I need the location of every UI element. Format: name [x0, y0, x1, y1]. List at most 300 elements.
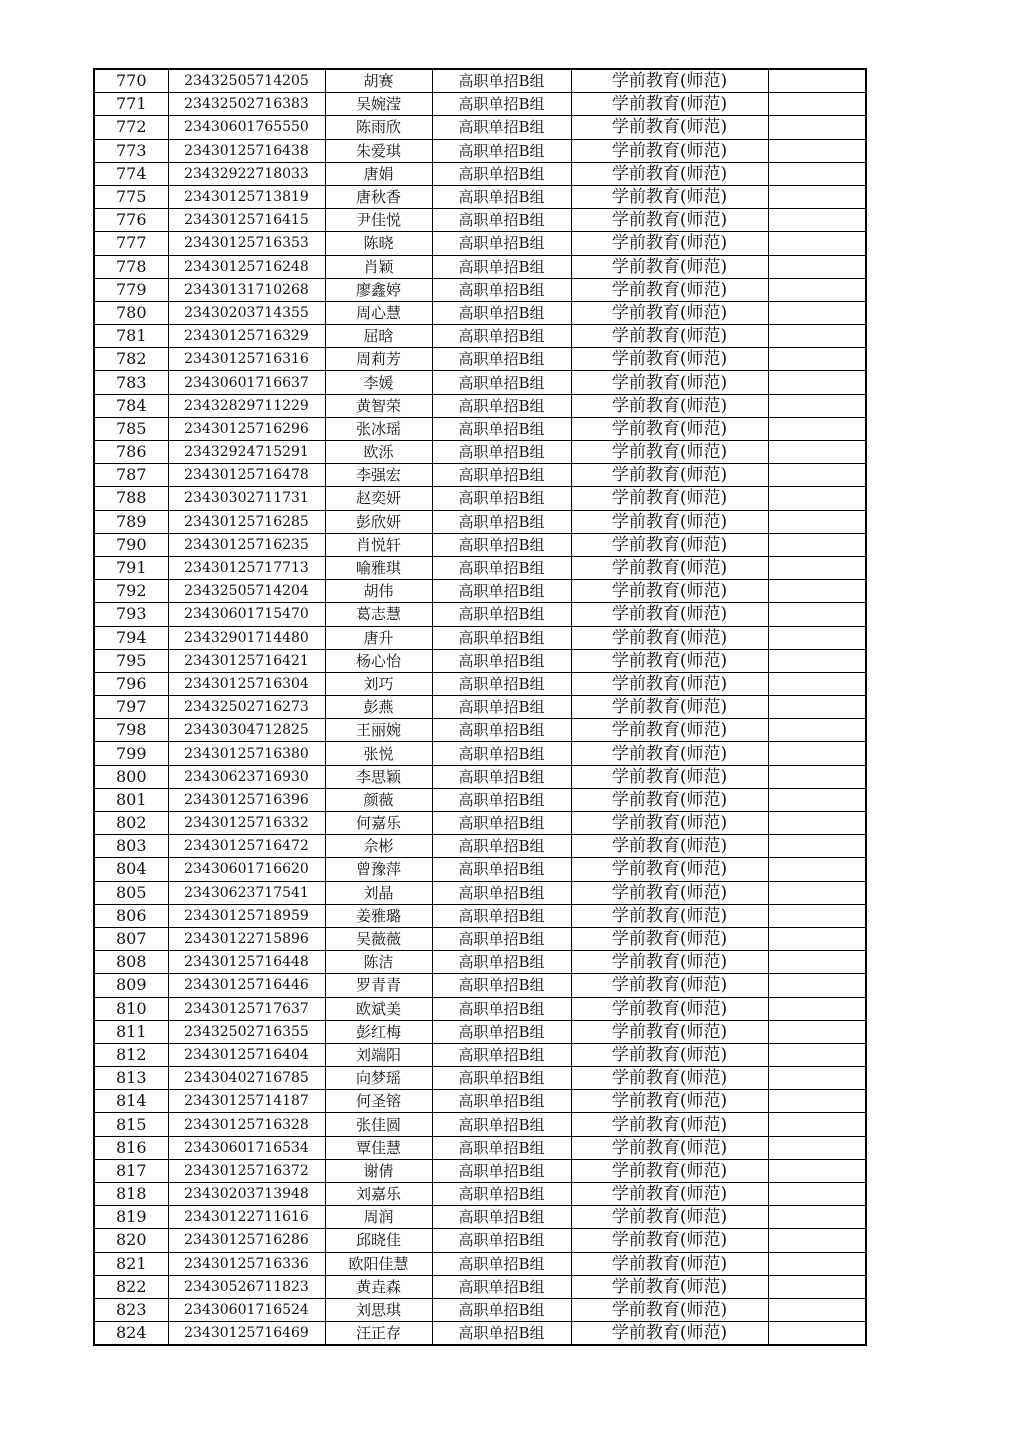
table-row [94, 742, 866, 765]
seq-cell: 794 [94, 626, 168, 649]
table-row [94, 1183, 866, 1206]
candidate-id-cell: 23430125716380 [168, 742, 325, 765]
student-name-cell: 张冰瑶 [325, 417, 432, 440]
admission-category-cell: 高职单招B组 [432, 765, 571, 788]
note-cell [768, 69, 866, 93]
note-cell [768, 209, 866, 232]
admission-category-cell: 高职单招B组 [432, 951, 571, 974]
table-row [94, 1322, 866, 1346]
student-name-cell: 欧斌美 [325, 997, 432, 1020]
major-cell: 学前教育(师范) [571, 348, 768, 371]
student-name-cell: 陈洁 [325, 951, 432, 974]
seq-cell: 817 [94, 1159, 168, 1182]
major-cell: 学前教育(师范) [571, 696, 768, 719]
admission-category-cell: 高职单招B组 [432, 417, 571, 440]
major-cell: 学前教育(师范) [571, 580, 768, 603]
major-cell: 学前教育(师范) [571, 742, 768, 765]
major-cell: 学前教育(师范) [571, 93, 768, 116]
student-name-cell: 刘巧 [325, 672, 432, 695]
candidate-id-cell: 23430125714187 [168, 1090, 325, 1113]
student-name-cell: 彭红梅 [325, 1020, 432, 1043]
table-row [94, 69, 866, 93]
table-row [94, 904, 866, 927]
major-cell: 学前教育(师范) [571, 765, 768, 788]
admission-category-cell: 高职单招B组 [432, 1020, 571, 1043]
candidate-id-cell: 23430125716336 [168, 1252, 325, 1275]
student-name-cell: 王丽婉 [325, 719, 432, 742]
major-cell: 学前教育(师范) [571, 510, 768, 533]
note-cell [768, 441, 866, 464]
student-name-cell: 屈晗 [325, 325, 432, 348]
seq-cell: 821 [94, 1252, 168, 1275]
seq-cell: 798 [94, 719, 168, 742]
seq-cell: 776 [94, 209, 168, 232]
major-cell: 学前教育(师范) [571, 255, 768, 278]
candidate-id-cell: 23432505714205 [168, 69, 325, 93]
seq-cell: 800 [94, 765, 168, 788]
table-row [94, 116, 866, 139]
candidate-id-cell: 23430623717541 [168, 881, 325, 904]
candidate-id-cell: 23430402716785 [168, 1067, 325, 1090]
candidate-id-cell: 23430601716620 [168, 858, 325, 881]
table-row [94, 533, 866, 556]
note-cell [768, 533, 866, 556]
major-cell: 学前教育(师范) [571, 997, 768, 1020]
student-name-cell: 欧阳佳慧 [325, 1252, 432, 1275]
student-name-cell: 黄智荣 [325, 394, 432, 417]
seq-cell: 805 [94, 881, 168, 904]
major-cell: 学前教育(师范) [571, 69, 768, 93]
candidate-id-cell: 23430601716534 [168, 1136, 325, 1159]
table-row [94, 417, 866, 440]
major-cell: 学前教育(师范) [571, 1206, 768, 1229]
major-cell: 学前教育(师范) [571, 858, 768, 881]
student-name-cell: 汪正存 [325, 1322, 432, 1346]
seq-cell: 783 [94, 371, 168, 394]
seq-cell: 824 [94, 1322, 168, 1346]
admission-category-cell: 高职单招B组 [432, 881, 571, 904]
seq-cell: 811 [94, 1020, 168, 1043]
student-name-cell: 黄垚森 [325, 1275, 432, 1298]
seq-cell: 823 [94, 1298, 168, 1321]
admission-category-cell: 高职单招B组 [432, 533, 571, 556]
note-cell [768, 1113, 866, 1136]
student-name-cell: 姜雅璐 [325, 904, 432, 927]
note-cell [768, 835, 866, 858]
seq-cell: 801 [94, 788, 168, 811]
major-cell: 学前教育(师范) [571, 232, 768, 255]
admission-category-cell: 高职单招B组 [432, 580, 571, 603]
candidate-id-cell: 23432502716355 [168, 1020, 325, 1043]
admission-category-cell: 高职单招B组 [432, 255, 571, 278]
major-cell: 学前教育(师范) [571, 556, 768, 579]
admission-category-cell: 高职单招B组 [432, 325, 571, 348]
candidate-id-cell: 23430122711616 [168, 1206, 325, 1229]
note-cell [768, 348, 866, 371]
seq-cell: 818 [94, 1183, 168, 1206]
student-name-cell: 刘思琪 [325, 1298, 432, 1321]
candidate-id-cell: 23430203713948 [168, 1183, 325, 1206]
student-name-cell: 刘晶 [325, 881, 432, 904]
major-cell: 学前教育(师范) [571, 162, 768, 185]
note-cell [768, 1183, 866, 1206]
major-cell: 学前教育(师范) [571, 719, 768, 742]
table-row [94, 881, 866, 904]
seq-cell: 797 [94, 696, 168, 719]
major-cell: 学前教育(师范) [571, 1183, 768, 1206]
admission-category-cell: 高职单招B组 [432, 1136, 571, 1159]
candidate-id-cell: 23430125717637 [168, 997, 325, 1020]
admission-category-cell: 高职单招B组 [432, 1090, 571, 1113]
major-cell: 学前教育(师范) [571, 812, 768, 835]
candidate-id-cell: 23432922718033 [168, 162, 325, 185]
seq-cell: 772 [94, 116, 168, 139]
major-cell: 学前教育(师范) [571, 649, 768, 672]
admission-category-cell: 高职单招B组 [432, 556, 571, 579]
student-name-cell: 赵奕妍 [325, 487, 432, 510]
candidate-id-cell: 23430125716396 [168, 788, 325, 811]
seq-cell: 770 [94, 69, 168, 93]
admission-category-cell: 高职单招B组 [432, 835, 571, 858]
note-cell [768, 1252, 866, 1275]
seq-cell: 810 [94, 997, 168, 1020]
candidate-id-cell: 23430526711823 [168, 1275, 325, 1298]
major-cell: 学前教育(师范) [571, 881, 768, 904]
note-cell [768, 603, 866, 626]
note-cell [768, 139, 866, 162]
admission-category-cell: 高职单招B组 [432, 1298, 571, 1321]
candidate-id-cell: 23430601765550 [168, 116, 325, 139]
major-cell: 学前教育(师范) [571, 464, 768, 487]
admission-category-cell: 高职单招B组 [432, 464, 571, 487]
admission-category-cell: 高职单招B组 [432, 742, 571, 765]
candidate-id-cell: 23432829711229 [168, 394, 325, 417]
major-cell: 学前教育(师范) [571, 301, 768, 324]
major-cell: 学前教育(师范) [571, 1113, 768, 1136]
note-cell [768, 417, 866, 440]
candidate-id-cell: 23432924715291 [168, 441, 325, 464]
table-row [94, 974, 866, 997]
note-cell [768, 1067, 866, 1090]
student-name-cell: 李媛 [325, 371, 432, 394]
note-cell [768, 904, 866, 927]
table-row [94, 278, 866, 301]
seq-cell: 787 [94, 464, 168, 487]
note-cell [768, 1229, 866, 1252]
major-cell: 学前教育(师范) [571, 788, 768, 811]
admission-category-cell: 高职单招B组 [432, 301, 571, 324]
note-cell [768, 951, 866, 974]
seq-cell: 771 [94, 93, 168, 116]
seq-cell: 809 [94, 974, 168, 997]
note-cell [768, 858, 866, 881]
candidate-id-cell: 23430125716472 [168, 835, 325, 858]
major-cell: 学前教育(师范) [571, 1043, 768, 1066]
seq-cell: 777 [94, 232, 168, 255]
student-name-cell: 曾豫萍 [325, 858, 432, 881]
student-name-cell: 覃佳慧 [325, 1136, 432, 1159]
seq-cell: 778 [94, 255, 168, 278]
candidate-id-cell: 23430131710268 [168, 278, 325, 301]
table-row [94, 139, 866, 162]
seq-cell: 804 [94, 858, 168, 881]
seq-cell: 774 [94, 162, 168, 185]
admission-category-cell: 高职单招B组 [432, 974, 571, 997]
major-cell: 学前教育(师范) [571, 1275, 768, 1298]
admission-category-cell: 高职单招B组 [432, 139, 571, 162]
major-cell: 学前教育(师范) [571, 209, 768, 232]
seq-cell: 775 [94, 185, 168, 208]
major-cell: 学前教育(师范) [571, 1159, 768, 1182]
note-cell [768, 1136, 866, 1159]
candidate-id-cell: 23430125716329 [168, 325, 325, 348]
table-row [94, 997, 866, 1020]
table-row [94, 951, 866, 974]
note-cell [768, 185, 866, 208]
major-cell: 学前教育(师范) [571, 487, 768, 510]
major-cell: 学前教育(师范) [571, 441, 768, 464]
admission-category-cell: 高职单招B组 [432, 348, 571, 371]
candidate-id-cell: 23430125716421 [168, 649, 325, 672]
major-cell: 学前教育(师范) [571, 1322, 768, 1346]
note-cell [768, 1298, 866, 1321]
seq-cell: 806 [94, 904, 168, 927]
candidate-id-cell: 23430302711731 [168, 487, 325, 510]
seq-cell: 796 [94, 672, 168, 695]
table-row [94, 209, 866, 232]
major-cell: 学前教育(师范) [571, 1229, 768, 1252]
table-row [94, 1229, 866, 1252]
note-cell [768, 997, 866, 1020]
seq-cell: 814 [94, 1090, 168, 1113]
major-cell: 学前教育(师范) [571, 185, 768, 208]
table-row [94, 765, 866, 788]
table-row [94, 371, 866, 394]
candidate-id-cell: 23430125716415 [168, 209, 325, 232]
note-cell [768, 116, 866, 139]
table-row [94, 185, 866, 208]
admission-category-cell: 高职单招B组 [432, 719, 571, 742]
major-cell: 学前教育(师范) [571, 1252, 768, 1275]
candidate-id-cell: 23432505714204 [168, 580, 325, 603]
admission-category-cell: 高职单招B组 [432, 510, 571, 533]
table-row [94, 232, 866, 255]
admission-category-cell: 高职单招B组 [432, 997, 571, 1020]
candidate-id-cell: 23430623716930 [168, 765, 325, 788]
student-name-cell: 廖鑫婷 [325, 278, 432, 301]
seq-cell: 788 [94, 487, 168, 510]
candidate-id-cell: 23432502716383 [168, 93, 325, 116]
admission-category-cell: 高职单招B组 [432, 1206, 571, 1229]
major-cell: 学前教育(师范) [571, 278, 768, 301]
table-row [94, 858, 866, 881]
student-name-cell: 刘端阳 [325, 1043, 432, 1066]
seq-cell: 808 [94, 951, 168, 974]
admission-category-cell: 高职单招B组 [432, 696, 571, 719]
admission-category-cell: 高职单招B组 [432, 1183, 571, 1206]
candidate-id-cell: 23432901714480 [168, 626, 325, 649]
table-row [94, 441, 866, 464]
admission-category-cell: 高职单招B组 [432, 1322, 571, 1346]
candidate-id-cell: 23430125716248 [168, 255, 325, 278]
candidate-id-cell: 23430125716404 [168, 1043, 325, 1066]
table-row [94, 394, 866, 417]
table-row [94, 1043, 866, 1066]
student-name-cell: 张佳圆 [325, 1113, 432, 1136]
seq-cell: 822 [94, 1275, 168, 1298]
admission-category-cell: 高职单招B组 [432, 1067, 571, 1090]
note-cell [768, 325, 866, 348]
admission-category-cell: 高职单招B组 [432, 278, 571, 301]
seq-cell: 793 [94, 603, 168, 626]
table-row [94, 580, 866, 603]
admission-category-cell: 高职单招B组 [432, 904, 571, 927]
note-cell [768, 487, 866, 510]
table-row [94, 556, 866, 579]
candidate-id-cell: 23430125716235 [168, 533, 325, 556]
admission-category-cell: 高职单招B组 [432, 1159, 571, 1182]
admission-category-cell: 高职单招B组 [432, 394, 571, 417]
candidate-id-cell: 23430125716285 [168, 510, 325, 533]
admission-category-cell: 高职单招B组 [432, 788, 571, 811]
major-cell: 学前教育(师范) [571, 1090, 768, 1113]
student-name-cell: 胡伟 [325, 580, 432, 603]
candidate-id-cell: 23430125717713 [168, 556, 325, 579]
student-name-cell: 肖颖 [325, 255, 432, 278]
major-cell: 学前教育(师范) [571, 1067, 768, 1090]
student-name-cell: 向梦瑶 [325, 1067, 432, 1090]
table-row [94, 788, 866, 811]
note-cell [768, 1043, 866, 1066]
table-row [94, 464, 866, 487]
seq-cell: 781 [94, 325, 168, 348]
seq-cell: 791 [94, 556, 168, 579]
student-name-cell: 李思颖 [325, 765, 432, 788]
major-cell: 学前教育(师范) [571, 1298, 768, 1321]
note-cell [768, 1020, 866, 1043]
student-name-cell: 唐升 [325, 626, 432, 649]
note-cell [768, 301, 866, 324]
student-name-cell: 刘嘉乐 [325, 1183, 432, 1206]
candidate-id-cell: 23430125716448 [168, 951, 325, 974]
major-cell: 学前教育(师范) [571, 626, 768, 649]
major-cell: 学前教育(师范) [571, 533, 768, 556]
table-row [94, 301, 866, 324]
admission-category-cell: 高职单招B组 [432, 603, 571, 626]
note-cell [768, 556, 866, 579]
student-name-cell: 吴婉滢 [325, 93, 432, 116]
major-cell: 学前教育(师范) [571, 325, 768, 348]
student-name-cell: 欧泺 [325, 441, 432, 464]
seq-cell: 803 [94, 835, 168, 858]
seq-cell: 802 [94, 812, 168, 835]
seq-cell: 815 [94, 1113, 168, 1136]
note-cell [768, 1206, 866, 1229]
student-name-cell: 吴薇薇 [325, 927, 432, 950]
student-name-cell: 喻雅琪 [325, 556, 432, 579]
table-row [94, 1090, 866, 1113]
admission-list-table [93, 68, 867, 1346]
admission-category-cell: 高职单招B组 [432, 371, 571, 394]
candidate-id-cell: 23430122715896 [168, 927, 325, 950]
candidate-id-cell: 23430125718959 [168, 904, 325, 927]
admission-category-cell: 高职单招B组 [432, 672, 571, 695]
candidate-id-cell: 23430125716328 [168, 1113, 325, 1136]
table-row [94, 1113, 866, 1136]
candidate-id-cell: 23430601716637 [168, 371, 325, 394]
note-cell [768, 765, 866, 788]
note-cell [768, 394, 866, 417]
seq-cell: 779 [94, 278, 168, 301]
admission-category-cell: 高职单招B组 [432, 626, 571, 649]
seq-cell: 784 [94, 394, 168, 417]
candidate-id-cell: 23430125716372 [168, 1159, 325, 1182]
candidate-id-cell: 23432502716273 [168, 696, 325, 719]
candidate-id-cell: 23430601715470 [168, 603, 325, 626]
note-cell [768, 580, 866, 603]
table-row [94, 672, 866, 695]
student-name-cell: 邱晓佳 [325, 1229, 432, 1252]
candidate-id-cell: 23430125716296 [168, 417, 325, 440]
note-cell [768, 1159, 866, 1182]
student-name-cell: 李强宏 [325, 464, 432, 487]
student-name-cell: 谢倩 [325, 1159, 432, 1182]
table-row [94, 1298, 866, 1321]
admission-category-cell: 高职单招B组 [432, 487, 571, 510]
admission-category-cell: 高职单招B组 [432, 69, 571, 93]
table-row [94, 696, 866, 719]
candidate-id-cell: 23430125716316 [168, 348, 325, 371]
table-row [94, 487, 866, 510]
admission-category-cell: 高职单招B组 [432, 927, 571, 950]
admission-category-cell: 高职单招B组 [432, 1275, 571, 1298]
note-cell [768, 696, 866, 719]
note-cell [768, 649, 866, 672]
admission-category-cell: 高职单招B组 [432, 858, 571, 881]
student-name-cell: 尹佳悦 [325, 209, 432, 232]
note-cell [768, 464, 866, 487]
candidate-id-cell: 23430304712825 [168, 719, 325, 742]
table-row [94, 1206, 866, 1229]
major-cell: 学前教育(师范) [571, 951, 768, 974]
admission-category-cell: 高职单招B组 [432, 93, 571, 116]
major-cell: 学前教育(师范) [571, 974, 768, 997]
seq-cell: 773 [94, 139, 168, 162]
note-cell [768, 927, 866, 950]
candidate-id-cell: 23430125716478 [168, 464, 325, 487]
seq-cell: 790 [94, 533, 168, 556]
candidate-id-cell: 23430125716469 [168, 1322, 325, 1346]
table-row [94, 255, 866, 278]
table-row [94, 812, 866, 835]
seq-cell: 819 [94, 1206, 168, 1229]
major-cell: 学前教育(师范) [571, 417, 768, 440]
candidate-id-cell: 23430125716332 [168, 812, 325, 835]
table-row [94, 1136, 866, 1159]
student-name-cell: 彭欣妍 [325, 510, 432, 533]
seq-cell: 813 [94, 1067, 168, 1090]
major-cell: 学前教育(师范) [571, 394, 768, 417]
note-cell [768, 278, 866, 301]
student-name-cell: 何嘉乐 [325, 812, 432, 835]
student-name-cell: 周润 [325, 1206, 432, 1229]
note-cell [768, 974, 866, 997]
table-row [94, 626, 866, 649]
note-cell [768, 812, 866, 835]
seq-cell: 807 [94, 927, 168, 950]
major-cell: 学前教育(师范) [571, 603, 768, 626]
candidate-id-cell: 23430203714355 [168, 301, 325, 324]
